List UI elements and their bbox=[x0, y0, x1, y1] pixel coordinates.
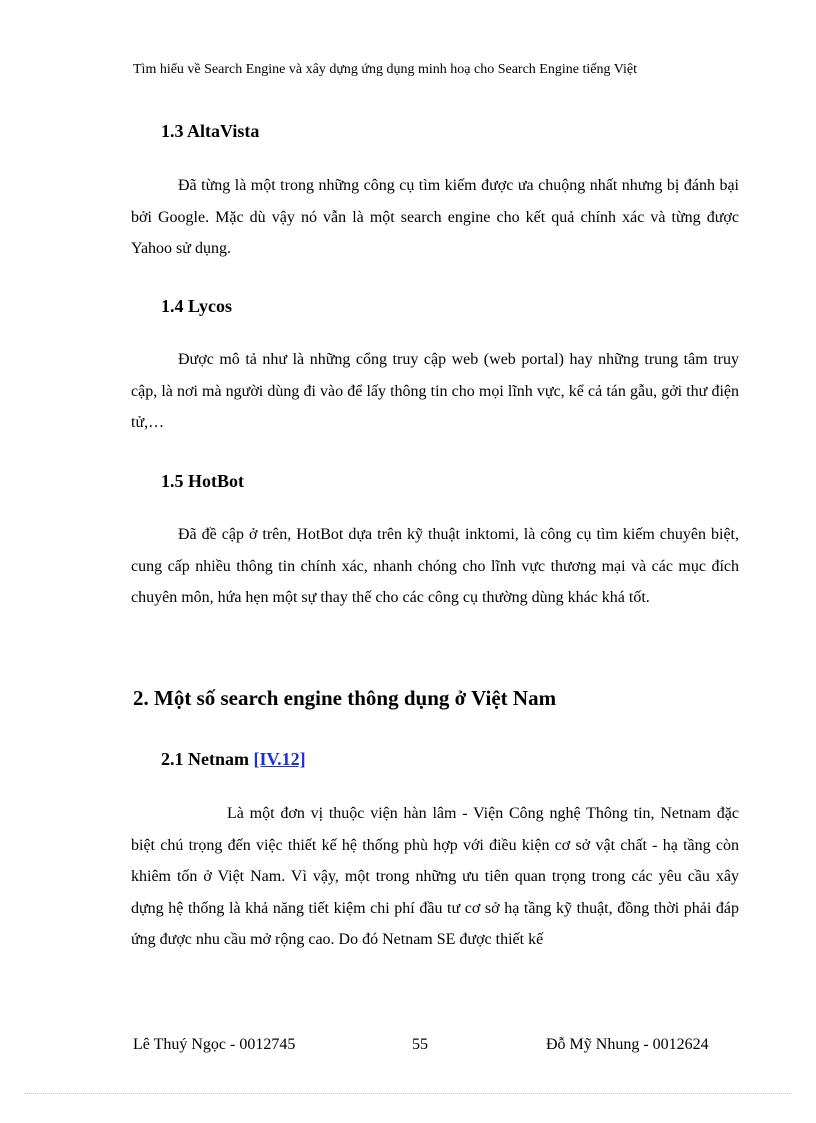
reference-link[interactable]: [IV.12] bbox=[253, 749, 306, 769]
paragraph-altavista: Đã từng là một trong những công cụ tìm kiếm được ưa chuộng nhất nhưng bị đánh bại bởi Google. Mặc dù vậy nó vẫn là một search engine cho kết quả chính xác và từng được Yahoo sử dụng. bbox=[131, 177, 739, 257]
section-heading-altavista: 1.3 AltaVista bbox=[161, 121, 260, 141]
section-heading-netnam-title: 2.1 Netnam bbox=[161, 749, 249, 769]
running-header: Tìm hiểu về Search Engine và xây dựng ứng dụng minh hoạ cho Search Engine tiếng Việt bbox=[133, 62, 637, 77]
chapter-heading-vietnam-search-engines: 2. Một số search engine thông dụng ở Việt Nam bbox=[133, 686, 557, 710]
section-heading-hotbot: 1.5 HotBot bbox=[161, 471, 244, 491]
paragraph-hotbot: Đã đề cập ở trên, HotBot dựa trên kỹ thuật inktomi, là công cụ tìm kiếm chuyên biệt, cung cấp nhiều thông tin chính xác, nhanh chóng cho lĩnh vực thương mại và các mục đích chuyên môn, hứa hẹn một sự thay thế cho các công cụ thường dùng khác khá tốt. bbox=[131, 526, 739, 606]
page-bottom-divider bbox=[24, 1093, 792, 1094]
footer-author-right: Đỗ Mỹ Nhung - 0012624 bbox=[546, 1036, 709, 1053]
section-heading-netnam bbox=[161, 749, 306, 770]
footer-author-left: Lê Thuý Ngọc - 0012745 bbox=[133, 1036, 296, 1053]
paragraph-lycos: Được mô tả như là những cổng truy cập web (web portal) hay những trung tâm truy cập, là nơi mà người dùng đi vào để lấy thông tin cho mọi lĩnh vực, kể cả tán gẫu, gởi thư điện tử,… bbox=[131, 351, 739, 431]
page-number: 55 bbox=[412, 1036, 428, 1053]
section-heading-lycos: 1.4 Lycos bbox=[161, 296, 233, 316]
paragraph-netnam: Là một đơn vị thuộc viện hàn lâm - Viện Công nghệ Thông tin, Netnam đặc biệt chú trọng đến việc thiết kế hệ thống phù hợp với điều kiện cơ sở vật chất - hạ tầng còn khiêm tốn ở Việt Nam. Vì vậy, một trong những ưu tiên quan trọng trong các yêu cầu xây dựng hệ thống là khả năng tiết kiệm chi phí đầu tư cơ sở hạ tầng kỹ thuật, đồng thời phải đáp ứng được nhu cầu mở rộng cao. Do đó Netnam SE được thiết kế bbox=[131, 805, 739, 948]
